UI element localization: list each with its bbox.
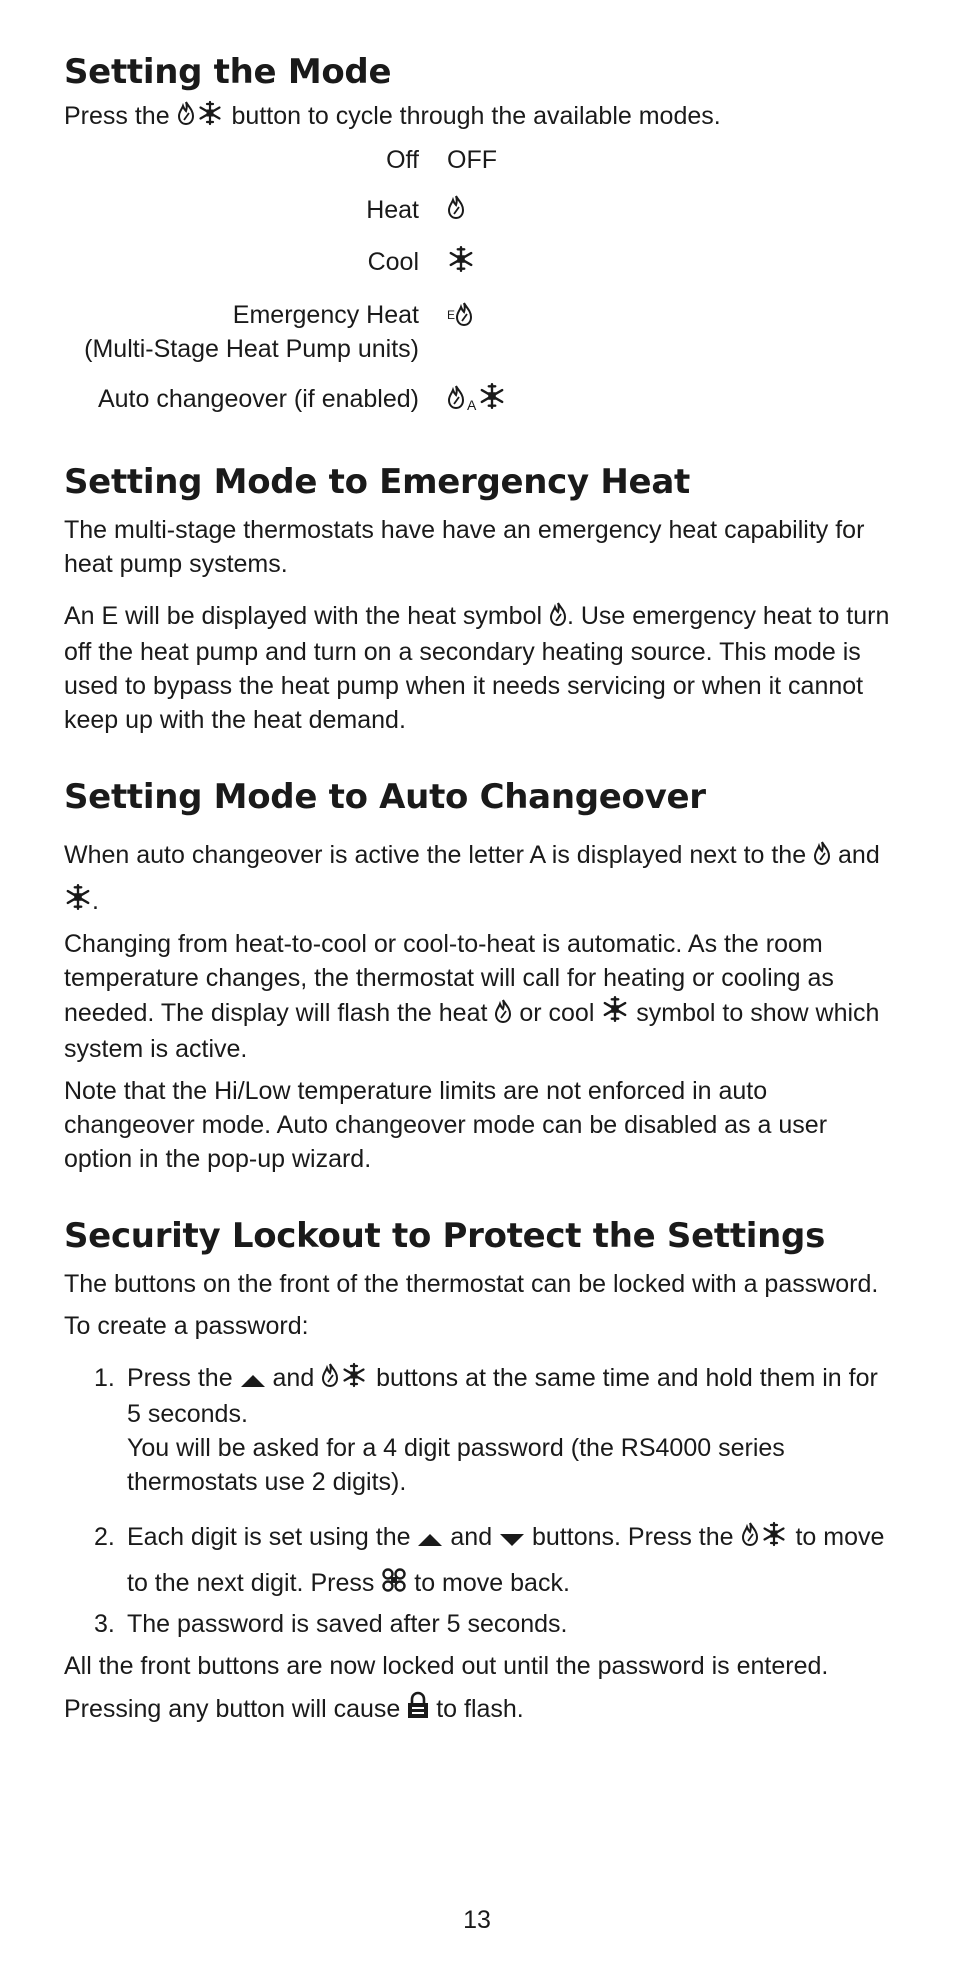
- auto-changeover-icon: A: [447, 382, 506, 422]
- mode-row-auto-changeover: Auto changeover (if enabled) A: [64, 382, 894, 422]
- mode-row-emergency-heat: Emergency Heat (Multi-Stage Heat Pump units) $^E$: [64, 298, 894, 366]
- list-item: 2. Each digit is set using the and buttons. Press the to move to the next digit. Press to move back.: [64, 1515, 894, 1607]
- security-paragraph-3: All the front buttons are now locked out until the password is entered.: [64, 1652, 829, 1681]
- flame-icon: [447, 194, 465, 229]
- document-page: [64, 52, 894, 1731]
- emergency-heat-icon: E: [447, 298, 473, 336]
- list-item: 3. The password is saved after 5 seconds.: [94, 1610, 568, 1639]
- section-title-auto-changeover: Setting Mode to Auto Changeover: [64, 776, 706, 817]
- fan-icon: [381, 1563, 407, 1607]
- flame-icon: [813, 835, 831, 879]
- flame-icon: [549, 601, 567, 635]
- mode-intro: Press the button to cycle through the available modes.: [64, 99, 894, 135]
- security-paragraph-4: Pressing any button will cause to flash.: [64, 1689, 894, 1731]
- snowflake-icon: [447, 245, 475, 282]
- list-item: 1. Press the and buttons at the same time and hold them in for 5 seconds. You will be asked for a 4 digit password (the RS4000 series thermostats use 2 digits).: [94, 1364, 878, 1497]
- section-title-setting-mode: Setting the Mode: [64, 52, 392, 92]
- mode-button-icon: [741, 1517, 789, 1561]
- auto-changeover-paragraph-3: Note that the Hi/Low temperature limits are not enforced in auto changeover mode. Auto changeover mode can be disabled as a user option in the pop-up wizard.: [64, 1077, 828, 1174]
- lock-icon: [407, 1691, 429, 1731]
- emergency-heat-paragraph-1: The multi-stage thermostats have have an emergency heat capability for heat pump systems.: [64, 515, 865, 578]
- up-arrow-icon: [240, 1363, 266, 1397]
- security-paragraph-2: To create a password:: [64, 1312, 309, 1341]
- mode-table: [64, 143, 894, 422]
- flame-icon: [494, 998, 512, 1032]
- page-number: 13: [463, 1906, 491, 1934]
- up-arrow-icon: [417, 1517, 443, 1561]
- snowflake-icon: [601, 995, 629, 1032]
- mode-row-off: Off OFF: [386, 145, 497, 174]
- password-steps-list: [64, 1361, 894, 1641]
- snowflake-icon: [64, 881, 92, 925]
- mode-button-icon: [321, 1362, 369, 1397]
- security-paragraph-1: The buttons on the front of the thermostat can be locked with a password.: [64, 1270, 879, 1299]
- down-arrow-icon: [499, 1517, 525, 1561]
- section-title-security-lockout: Security Lockout to Protect the Settings: [64, 1216, 826, 1257]
- mode-row-heat: Heat: [64, 193, 894, 229]
- mode-row-cool: Cool: [64, 245, 894, 282]
- auto-changeover-paragraph-1: When auto changeover is active the letter A is displayed next to the and .: [64, 833, 894, 925]
- section-title-emergency-heat: Setting Mode to Emergency Heat: [64, 461, 690, 502]
- emergency-heat-paragraph-2: An E will be displayed with the heat symbol . Use emergency heat to turn off the heat pump and turn on a secondary heating source. This mode is used to bypass the heat pump when it needs servicing or when it cannot keep up with the heat demand.: [64, 601, 890, 734]
- mode-button-icon: [177, 100, 225, 135]
- auto-changeover-paragraph-2: Changing from heat-to-cool or cool-to-heat is automatic. As the room temperature changes, the thermostat will call for heating or cooling as needed. The display will flash the heat or cool symbol to show which system is active.: [64, 930, 880, 1064]
